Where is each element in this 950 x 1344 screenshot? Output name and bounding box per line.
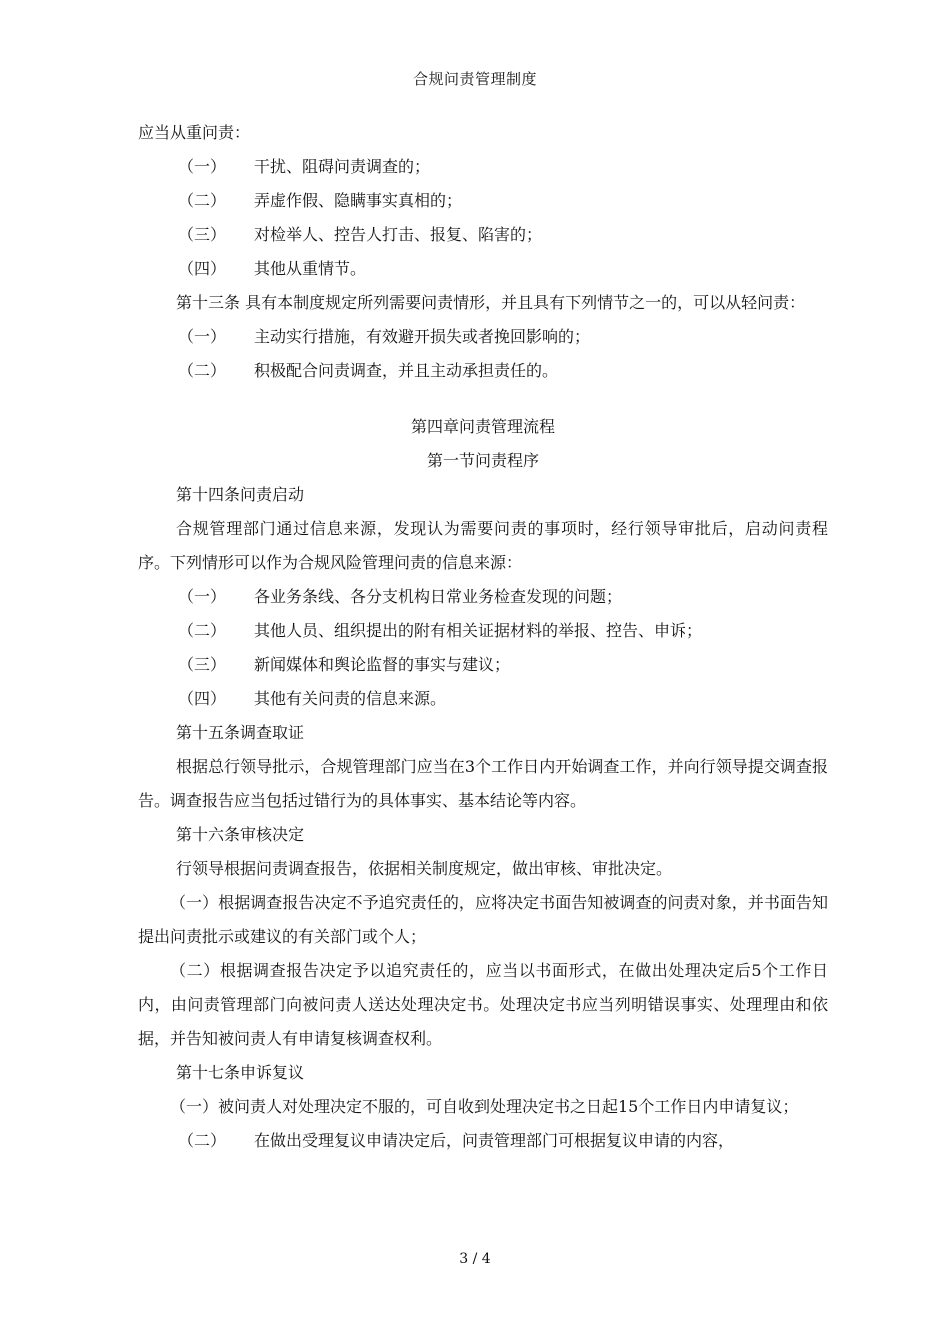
list-item — [138, 184, 828, 218]
list-item — [138, 354, 828, 388]
list-item — [138, 648, 828, 682]
item-text: 在做出受理复议申请决定后，问责管理部门可根据复议申请的内容， — [254, 1131, 735, 1150]
item-text: 其他有关问责的信息来源。 — [254, 689, 447, 708]
item-number: （二） — [178, 1131, 227, 1150]
page-header: 合规问责管理制度 — [412, 70, 537, 88]
list-item — [138, 614, 828, 648]
article-15-title: 第十五条调查取证 — [176, 723, 305, 742]
item-text: 各业务条线、各分支机构日常业务检查发现的问题； — [254, 587, 623, 606]
item-number: （一） — [178, 587, 227, 606]
item-number: （三） — [178, 655, 227, 674]
chapter-title: 第四章问责管理流程 — [410, 417, 555, 436]
item-text: 新闻媒体和舆论监督的事实与建议； — [254, 655, 511, 674]
item-text: 其他从重情节。 — [254, 259, 367, 278]
article-17-title: 第十七条申诉复议 — [176, 1063, 305, 1082]
list-item — [138, 218, 828, 252]
list-item — [138, 320, 828, 354]
article-16-body: 行领导根据问责调查报告，依据相关制度规定，做出审核、审批决定。 — [176, 859, 673, 878]
item-number: （一） — [178, 157, 227, 176]
article-16-clause-1: （一）根据调查报告决定不予追究责任的，应将决定书面告知被调查的问责对象，并书面告知提出问责批示或建议的有关部门或个人； — [138, 893, 828, 946]
article-16-clause-2: （二）根据调查报告决定予以追究责任的，应当以书面形式，在做出处理决定后5个工作日内，由问责管理部门向被问责人送达处理决定书。处理决定书应当列明错误事实、处理理由和依据，并告知被问责人有申请复核调查权利。 — [138, 961, 828, 1048]
item-text: 积极配合问责调查，并且主动承担责任的。 — [254, 361, 559, 380]
list-item — [138, 682, 828, 716]
item-text: 主动实行措施，有效避开损失或者挽回影响的； — [254, 327, 591, 346]
item-number: （二） — [178, 621, 227, 640]
item-text: 其他人员、组织提出的附有相关证据材料的举报、控告、申诉； — [254, 621, 703, 640]
item-text: 干扰、阻碍问责调查的； — [254, 157, 431, 176]
item-number: （四） — [178, 259, 227, 278]
list-item — [138, 1124, 828, 1158]
item-number: （一） — [178, 327, 227, 346]
list-item — [138, 150, 828, 184]
item-number: （三） — [178, 225, 227, 244]
article-14-body: 合规管理部门通过信息来源，发现认为需要问责的事项时，经行领导审批后，启动问责程序。下列情形可以作为合规风险管理问责的信息来源： — [138, 519, 828, 572]
article-13: 第十三条 具有本制度规定所列需要问责情形，并且具有下列情节之一的，可以从轻问责： — [176, 293, 806, 312]
item-number: （二） — [178, 191, 227, 210]
article-15-body: 根据总行领导批示，合规管理部门应当在3个工作日内开始调查工作，并向行领导提交调查报告。调查报告应当包括过错行为的具体事实、基本结论等内容。 — [138, 757, 828, 810]
document-body — [138, 116, 828, 1158]
item-number: （二） — [178, 361, 227, 380]
article-14-title: 第十四条问责启动 — [176, 485, 305, 504]
item-text: 弄虚作假、隐瞒事实真相的； — [254, 191, 463, 210]
article-16-title: 第十六条审核决定 — [176, 825, 305, 844]
page-number: 3 / 4 — [459, 1251, 491, 1267]
list-item — [138, 580, 828, 614]
item-text: 对检举人、控告人打击、报复、陷害的； — [254, 225, 543, 244]
article-17-clause-1: （一）被问责人对处理决定不服的，可自收到处理决定书之日起15个工作日内申请复议； — [170, 1097, 799, 1116]
paragraph: 应当从重问责： — [138, 123, 251, 142]
section-title: 第一节问责程序 — [426, 451, 539, 470]
item-number: （四） — [178, 689, 227, 708]
list-item — [138, 252, 828, 286]
